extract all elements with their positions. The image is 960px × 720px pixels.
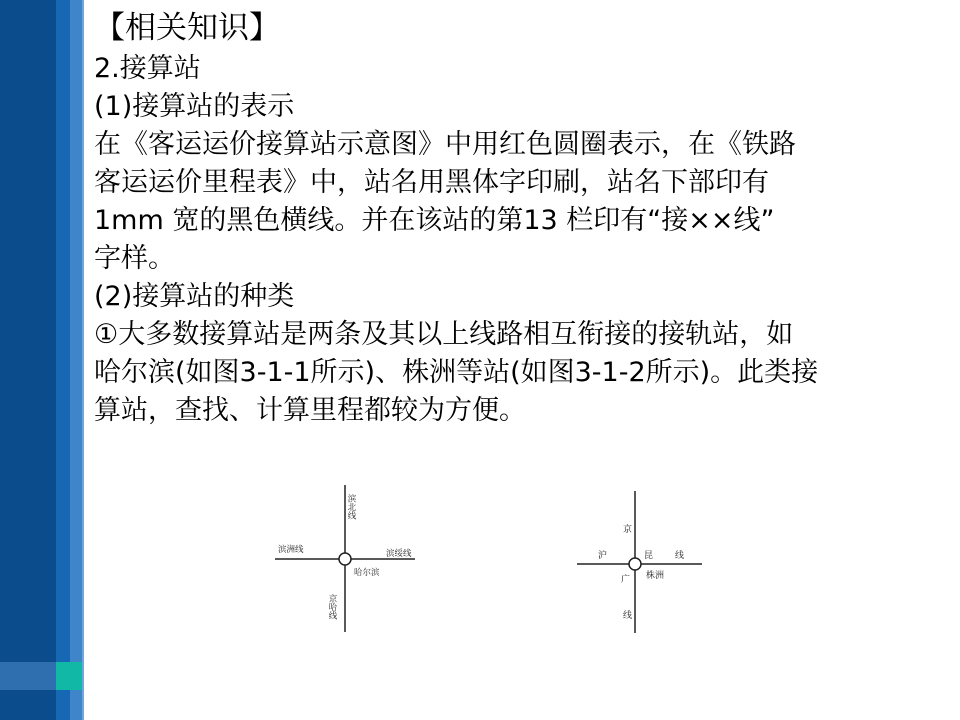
subsection-title-1: (1)接算站的表示: [94, 91, 295, 122]
paragraph-1-line-1: 在《客运运价接算站示意图》中用红色圆圈表示，在《铁路: [94, 129, 796, 160]
west-char-label: 沪: [598, 551, 608, 561]
left-band-dark: [0, 0, 56, 720]
south-line-label: 京哈线: [327, 594, 337, 620]
section-title: 2.接算站: [94, 53, 201, 84]
harbin-station-circle: [339, 553, 351, 565]
paragraph-2-line-1: ①大多数接算站是两条及其以上线路相互衔接的接轨站，如: [94, 319, 794, 350]
paragraph-2-line-2: 哈尔滨(如图3-1-1所示)、株洲等站(如图3-1-2所示)。此类接: [94, 357, 819, 388]
south-char-label-1: 广: [621, 575, 631, 585]
east-char-label-1: 昆: [644, 551, 654, 561]
south-char-label-2: 线: [623, 611, 633, 621]
paragraph-1-line-4: 字样。: [94, 243, 175, 274]
teal-accent-block: [56, 662, 82, 690]
figure-zhuzhou-junction: [572, 488, 707, 638]
zhuzhou-station-label: 株洲: [646, 571, 665, 581]
figure-harbin-junction: [270, 482, 420, 637]
west-line-label: 滨洲线: [278, 545, 304, 555]
north-char-label: 京: [623, 525, 633, 535]
paragraph-1-line-2: 客运运价里程表》中，站名用黑体字印刷，站名下部印有: [94, 167, 769, 198]
zhuzhou-station-circle: [629, 558, 641, 570]
paragraph-1-line-3: 1mm 宽的黑色横线。并在该站的第13 栏印有“接××线”: [94, 205, 775, 236]
paragraph-2-line-3: 算站，查找、计算里程都较为方便。: [94, 395, 526, 426]
left-band-mid: [56, 0, 70, 720]
left-band-edge: [82, 0, 84, 720]
left-band-light: [70, 0, 82, 720]
slide-heading: 【相关知识】: [94, 10, 280, 46]
subsection-title-2: (2)接算站的种类: [94, 281, 295, 312]
harbin-station-label: 哈尔滨: [354, 568, 380, 578]
east-char-label-2: 线: [675, 551, 685, 561]
east-line-label: 滨绥线: [386, 549, 412, 559]
north-line-label: 滨北线: [346, 494, 356, 520]
slide-content: [94, 6, 944, 430]
